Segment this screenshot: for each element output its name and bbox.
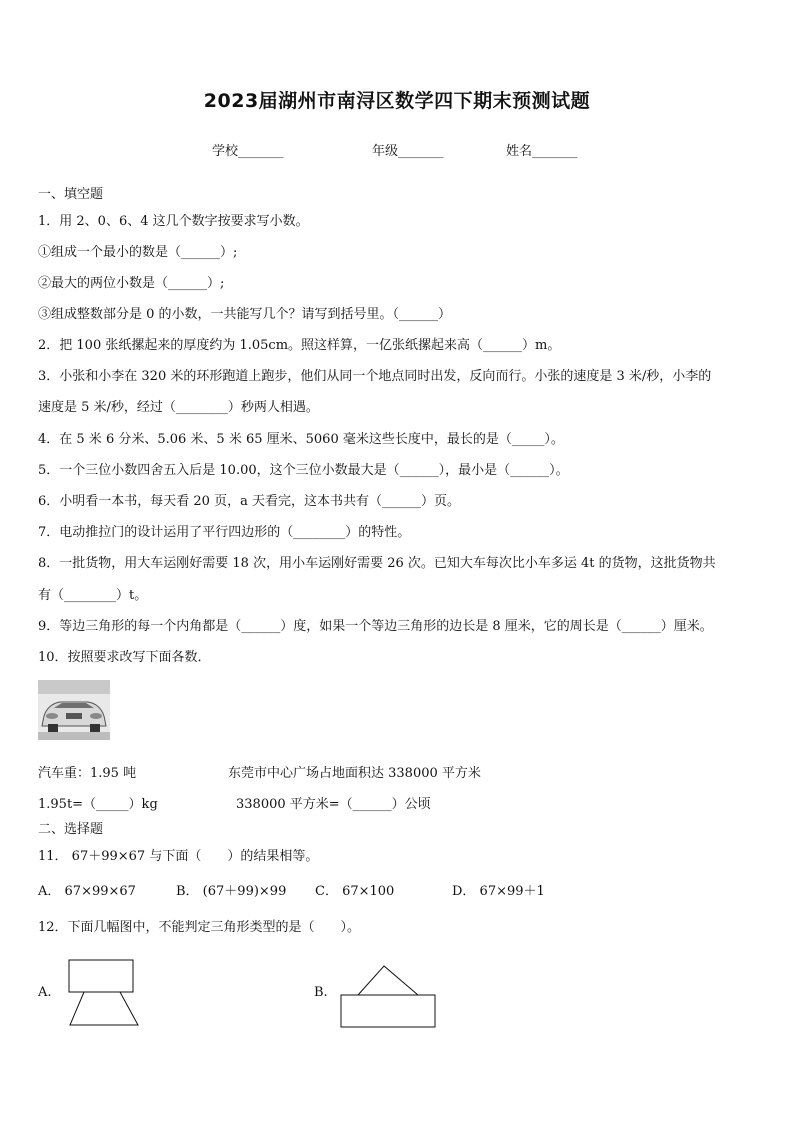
question-6: 6．小明看一本书，每天看 20 页，a 天看完，这本书共有（______）页。 <box>38 494 460 509</box>
question-7: 7．电动推拉门的设计运用了平行四边形的（________）的特性。 <box>38 525 411 540</box>
question-3-line1: 3．小张和小李在 320 米的环形跑道上跑步，他们从同一个地点同时出发，反向而行。小张的速度是 3 米/秒，小李的 <box>38 369 712 384</box>
question-8-line1: 8．一批货物，用大车运刚好需要 18 次，用小车运刚好需要 26 次。已知大车每次比小车多运 4t 的货物，这批货物共 <box>38 556 716 571</box>
option-11-d: D． 67×99＋1 <box>452 884 545 899</box>
question-1b: ②最大的两位小数是（______）; <box>38 276 225 291</box>
question-5: 5．一个三位小数四舍五入后是 10.00，这个三位小数最大是（______），最小是（______）。 <box>38 463 569 478</box>
question-1a: ①组成一个最小的数是（______）; <box>38 245 238 260</box>
question-8-line2: 有（________）t。 <box>38 588 148 603</box>
option-11-c: C． 67×100 <box>315 884 395 899</box>
triangle-figure-b <box>338 962 440 1030</box>
option-11-a: A． 67×99×67 <box>38 884 136 899</box>
conversion-1: 1.95t=（_____）kg <box>38 797 158 812</box>
section-multiple-choice: 二、选择题 <box>38 822 104 837</box>
question-3-line2: 速度是 5 米/秒，经过（________）秒两人相遇。 <box>38 400 319 415</box>
car-image <box>38 680 110 740</box>
question-11: 11． 67＋99×67 与下面（ ）的结果相等。 <box>38 849 319 864</box>
square-area: 东莞市中心广场占地面积达 338000 平方米 <box>228 766 481 781</box>
conversion-2: 338000 平方米=（______）公顷 <box>236 797 431 812</box>
triangle-figure-a <box>64 957 144 1029</box>
car-weight: 汽车重：1.95 吨 <box>38 766 137 781</box>
question-12: 12．下面几幅图中，不能判定三角形类型的是（ ）。 <box>38 920 361 935</box>
option-11-b: B． (67＋99)×99 <box>176 884 287 899</box>
question-9: 9．等边三角形的每一个内角都是（______）度，如果一个等边三角形的边长是 8 厘米，它的周长是（______）厘米。 <box>38 619 713 634</box>
section-fill-blank: 一、填空题 <box>38 187 104 202</box>
option-12-a-label: A. <box>38 985 52 1000</box>
school-field: 学校_______ <box>212 144 284 159</box>
question-2: 2．把 100 张纸摞起来的厚度约为 1.05cm。照这样算，一亿张纸摞起来高（______）m。 <box>38 338 561 353</box>
question-10: 10．按照要求改写下面各数． <box>38 650 211 665</box>
page-title: 2023届湖州市南浔区数学四下期末预测试题 <box>203 90 591 112</box>
name-field: 姓名_______ <box>506 144 578 159</box>
question-4: 4．在 5 米 6 分米、5.06 米、5 米 65 厘米、5060 毫米这些长度中，最长的是（_____）。 <box>38 432 564 447</box>
question-1: 1．用 2、0、6、4 这几个数字按要求写小数。 <box>38 214 309 229</box>
grade-field: 年级_______ <box>372 144 444 159</box>
question-1c: ③组成整数部分是 0 的小数，一共能写几个？请写到括号里。（______） <box>38 307 452 322</box>
option-12-b-label: B. <box>314 985 328 1000</box>
